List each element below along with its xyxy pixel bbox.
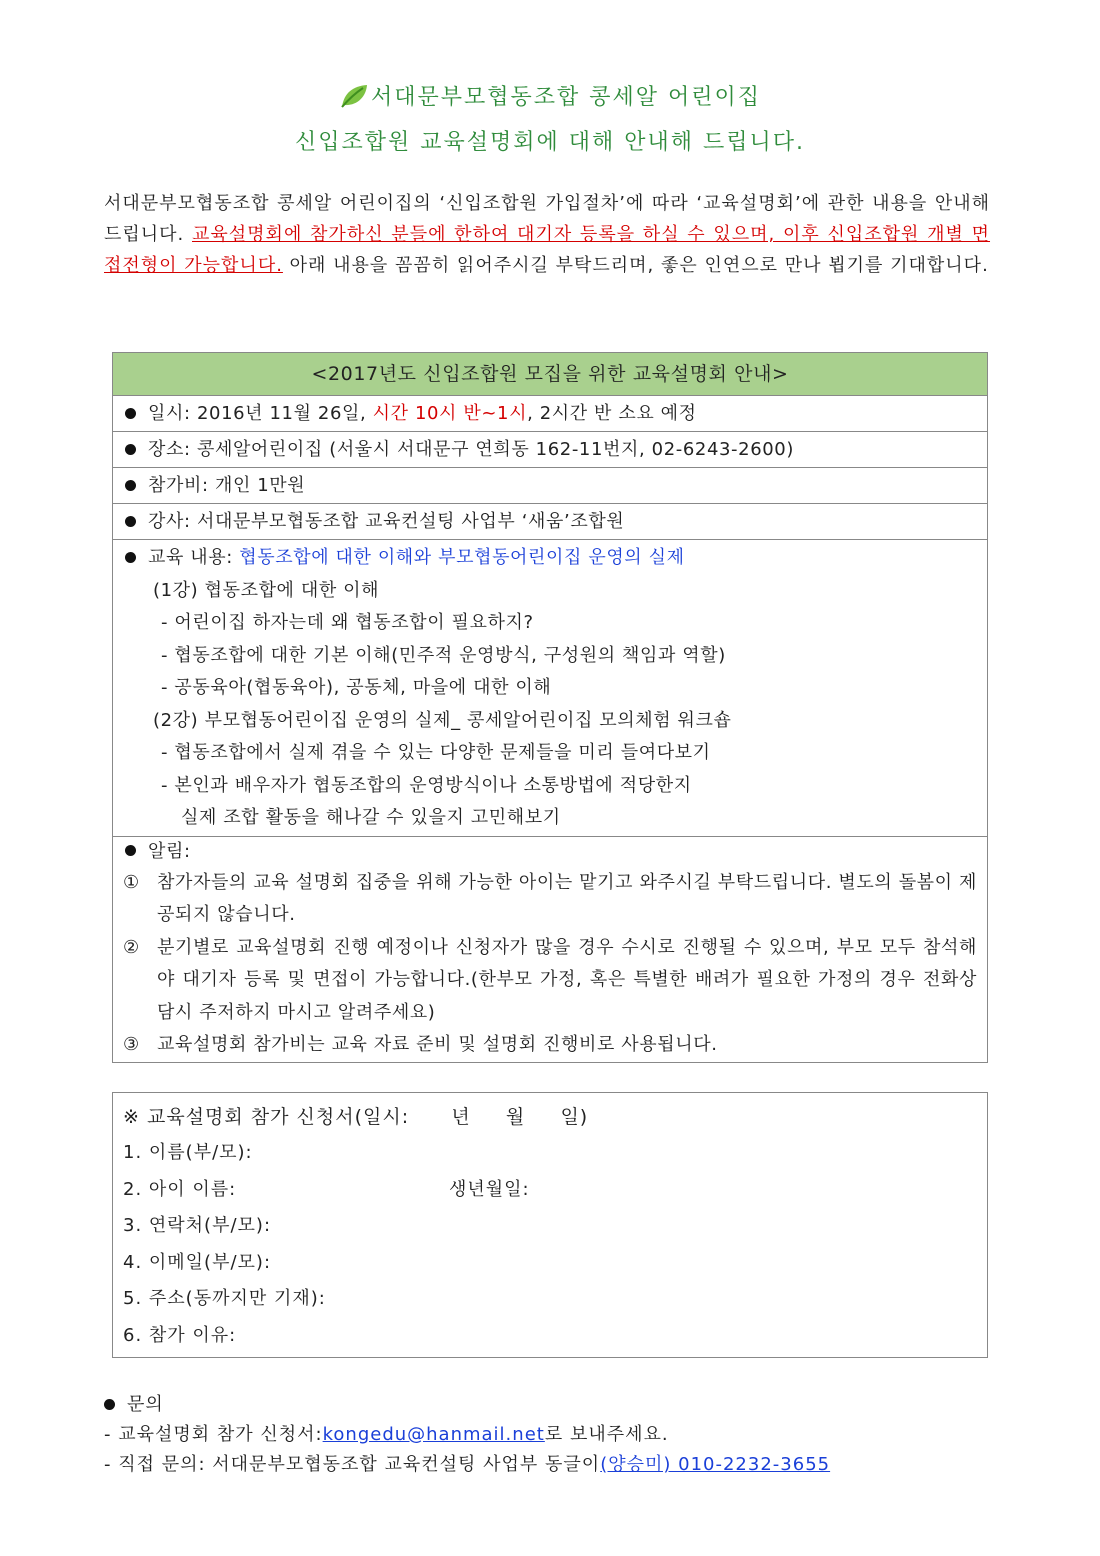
lecture1-item: - 협동조합에 대한 기본 이해(민주적 운영방식, 구성원의 책임과 역할) bbox=[161, 644, 726, 666]
form-field-name: 1. 이름(부/모): bbox=[123, 1142, 253, 1163]
bullet-icon bbox=[125, 444, 136, 455]
intro-paragraph bbox=[104, 188, 990, 281]
lecture1-item: - 어린이집 하자는데 왜 협동조합이 필요하지? bbox=[161, 612, 534, 633]
lecture2-item: - 본인과 배우자가 협동조합의 운영방식이나 소통방법에 적당한지 bbox=[161, 774, 692, 796]
bullet-icon bbox=[125, 408, 136, 419]
title-line-1 bbox=[0, 78, 1100, 123]
info-row-lecturer: 강사: 서대문부모협동조합 교육컨설팅 사업부 ‘새움’조합원 bbox=[113, 504, 988, 540]
date-time-highlight: 시간 10시 반~1시 bbox=[372, 403, 528, 424]
lecture2-item: - 협동조합에서 실제 겪을 수 있는 다양한 문제들을 미리 들여다보기 bbox=[161, 742, 711, 763]
bullet-icon bbox=[104, 1399, 115, 1410]
contact-heading: 문의 bbox=[104, 1390, 1004, 1420]
lecture2-item-cont: 실제 조합 활동을 해나갈 수 있을지 고민해보기 bbox=[181, 807, 561, 828]
title-line-2: 신입조합원 교육설명회에 대해 안내해 드립니다. bbox=[294, 130, 805, 155]
title-text-1: 서대문부모협동조합 콩세알 어린이집 bbox=[370, 85, 762, 110]
info-row-date: 일시: 2016년 11월 26일, 시간 10시 반~1시, 2시간 반 소요 예정 bbox=[113, 396, 988, 432]
info-row-place: 장소: 콩세알어린이집 (서울시 서대문구 연희동 162-11번지, 02-6243-2600) bbox=[113, 432, 988, 468]
contact-phone-line: - 직접 문의: 서대문부모협동조합 교육컨설팅 사업부 동글이(양승미) 010-2232-3655 bbox=[104, 1454, 831, 1475]
content-highlight: 협동조합에 대한 이해와 부모협동어린이집 운영의 실제 bbox=[239, 547, 685, 568]
leaf-icon bbox=[339, 83, 369, 123]
notice-item: ② 분기별로 교육설명회 진행 예정이나 신청자가 많을 경우 수시로 진행될 수 있으며, 부모 모두 참석해야 대기자 등록 및 면접이 가능합니다.(한부모 가정, 혹은 특별한 배려가 필요한 가정의 경우 전화상담시 주저하지 마시고 알려주세요) bbox=[123, 936, 977, 1023]
document-title bbox=[0, 78, 1100, 163]
info-row-content: 교육 내용: 협동조합에 대한 이해와 부모협동어린이집 운영의 실제 (1강) 협동조합에 대한 이해 - 어린이집 하자는데 왜 협동조합이 필요하지? - 협동조합에 대한 기본 이해(민주적 운영방식, 구성원의 책임과 역할) - 공동육아(협동육아), 공동체, 마을에 대한 이해 (2강) 부모협동어린이집 운영의 실제_ 콩세알어린이집 모의체험 워크숍 - 협동조합에서 실제 겪을 수 있는 다양한 문제들을 미리 들여다보기 - 본인과 배우자가 협동조합의 운영방식이나 소통방법에 적당한지 실제 조합 활동을 해나갈 수 있을지 고민해보기 bbox=[113, 540, 988, 837]
intro-highlight: 교육설명회에 참가하신 분들에 한하여 대기자 등록을 하실 수 있으며, 이후 신입조합원 개별 면접전형이 가능합니다. bbox=[104, 224, 991, 276]
lecture1-item: - 공동육아(협동육아), 공동체, 마을에 대한 이해 bbox=[161, 677, 552, 698]
notice-item: ③ 교육설명회 참가비는 교육 자료 준비 및 설명회 진행비로 사용됩니다. bbox=[123, 1034, 718, 1055]
application-form bbox=[112, 1092, 988, 1358]
phone-link[interactable]: (양승미) 010-2232-3655 bbox=[600, 1454, 831, 1475]
form-field-reason: 6. 참가 이유: bbox=[123, 1324, 237, 1346]
contact-email-line: - 교육설명회 참가 신청서:kongedu@hanmail.net로 보내주세요. bbox=[104, 1424, 669, 1445]
info-table bbox=[112, 352, 988, 1063]
bullet-icon bbox=[125, 552, 136, 563]
form-title: ※ 교육설명회 참가 신청서(일시: 년 월 일) bbox=[123, 1106, 589, 1128]
form-field-email: 4. 이메일(부/모): bbox=[123, 1251, 272, 1273]
intro-text-a: 서대문부모협동조합 콩세알 어린이집의 ‘신입조합원 가입절차’에 따라 ‘교육설명회’에 관한 내용을 안내해 드립니다. bbox=[104, 193, 990, 245]
info-table-header: <2017년도 신입조합원 모집을 위한 교육설명회 안내> bbox=[113, 353, 988, 396]
bullet-icon bbox=[125, 516, 136, 527]
info-row-notice: 알림: ① 참가자들의 교육 설명회 집중을 위해 가능한 아이는 맡기고 와주시길 부탁드립니다. 별도의 돌봄이 제공되지 않습니다. ② 분기별로 교육설명회 진행 예정이나 신청자가 많을 경우 수시로 진행될 수 있으며, 부모 모두 참석해야 대기자 등록 및 면접이 가능합니다.(한부모 가정, 혹은 특별한 배려가 필요한 가정의 경우 전화상담시 주저하지 마시고 알려주세요) ③ 교육설명회 참가비는 교육 자료 준비 및 설명회 진행비로 사용됩니다. bbox=[113, 836, 988, 1062]
lecture2-title: (2강) 부모협동어린이집 운영의 실제_ 콩세알어린이집 모의체험 워크숍 bbox=[153, 709, 732, 731]
contact-section bbox=[104, 1390, 1004, 1480]
form-field-phone: 3. 연락처(부/모): bbox=[123, 1215, 272, 1237]
form-field-child: 2. 아이 이름: 생년월일: bbox=[123, 1172, 977, 1209]
form-field-address: 5. 주소(동까지만 기재): bbox=[123, 1288, 326, 1310]
email-link[interactable]: kongedu@hanmail.net bbox=[322, 1424, 545, 1445]
bullet-icon bbox=[125, 480, 136, 491]
form-field-birth: 생년월일: bbox=[449, 1178, 530, 1200]
bullet-icon bbox=[125, 845, 136, 856]
intro-text-b: 아래 내용을 꼼꼼히 읽어주시길 부탁드리며, 좋은 인연으로 만나 뵙기를 기대합니다. bbox=[282, 255, 989, 276]
info-row-fee: 참가비: 개인 1만원 bbox=[113, 468, 988, 504]
notice-item: ① 참가자들의 교육 설명회 집중을 위해 가능한 아이는 맡기고 와주시길 부탁드립니다. 별도의 돌봄이 제공되지 않습니다. bbox=[123, 871, 977, 925]
lecture1-title: (1강) 협동조합에 대한 이해 bbox=[153, 579, 380, 601]
